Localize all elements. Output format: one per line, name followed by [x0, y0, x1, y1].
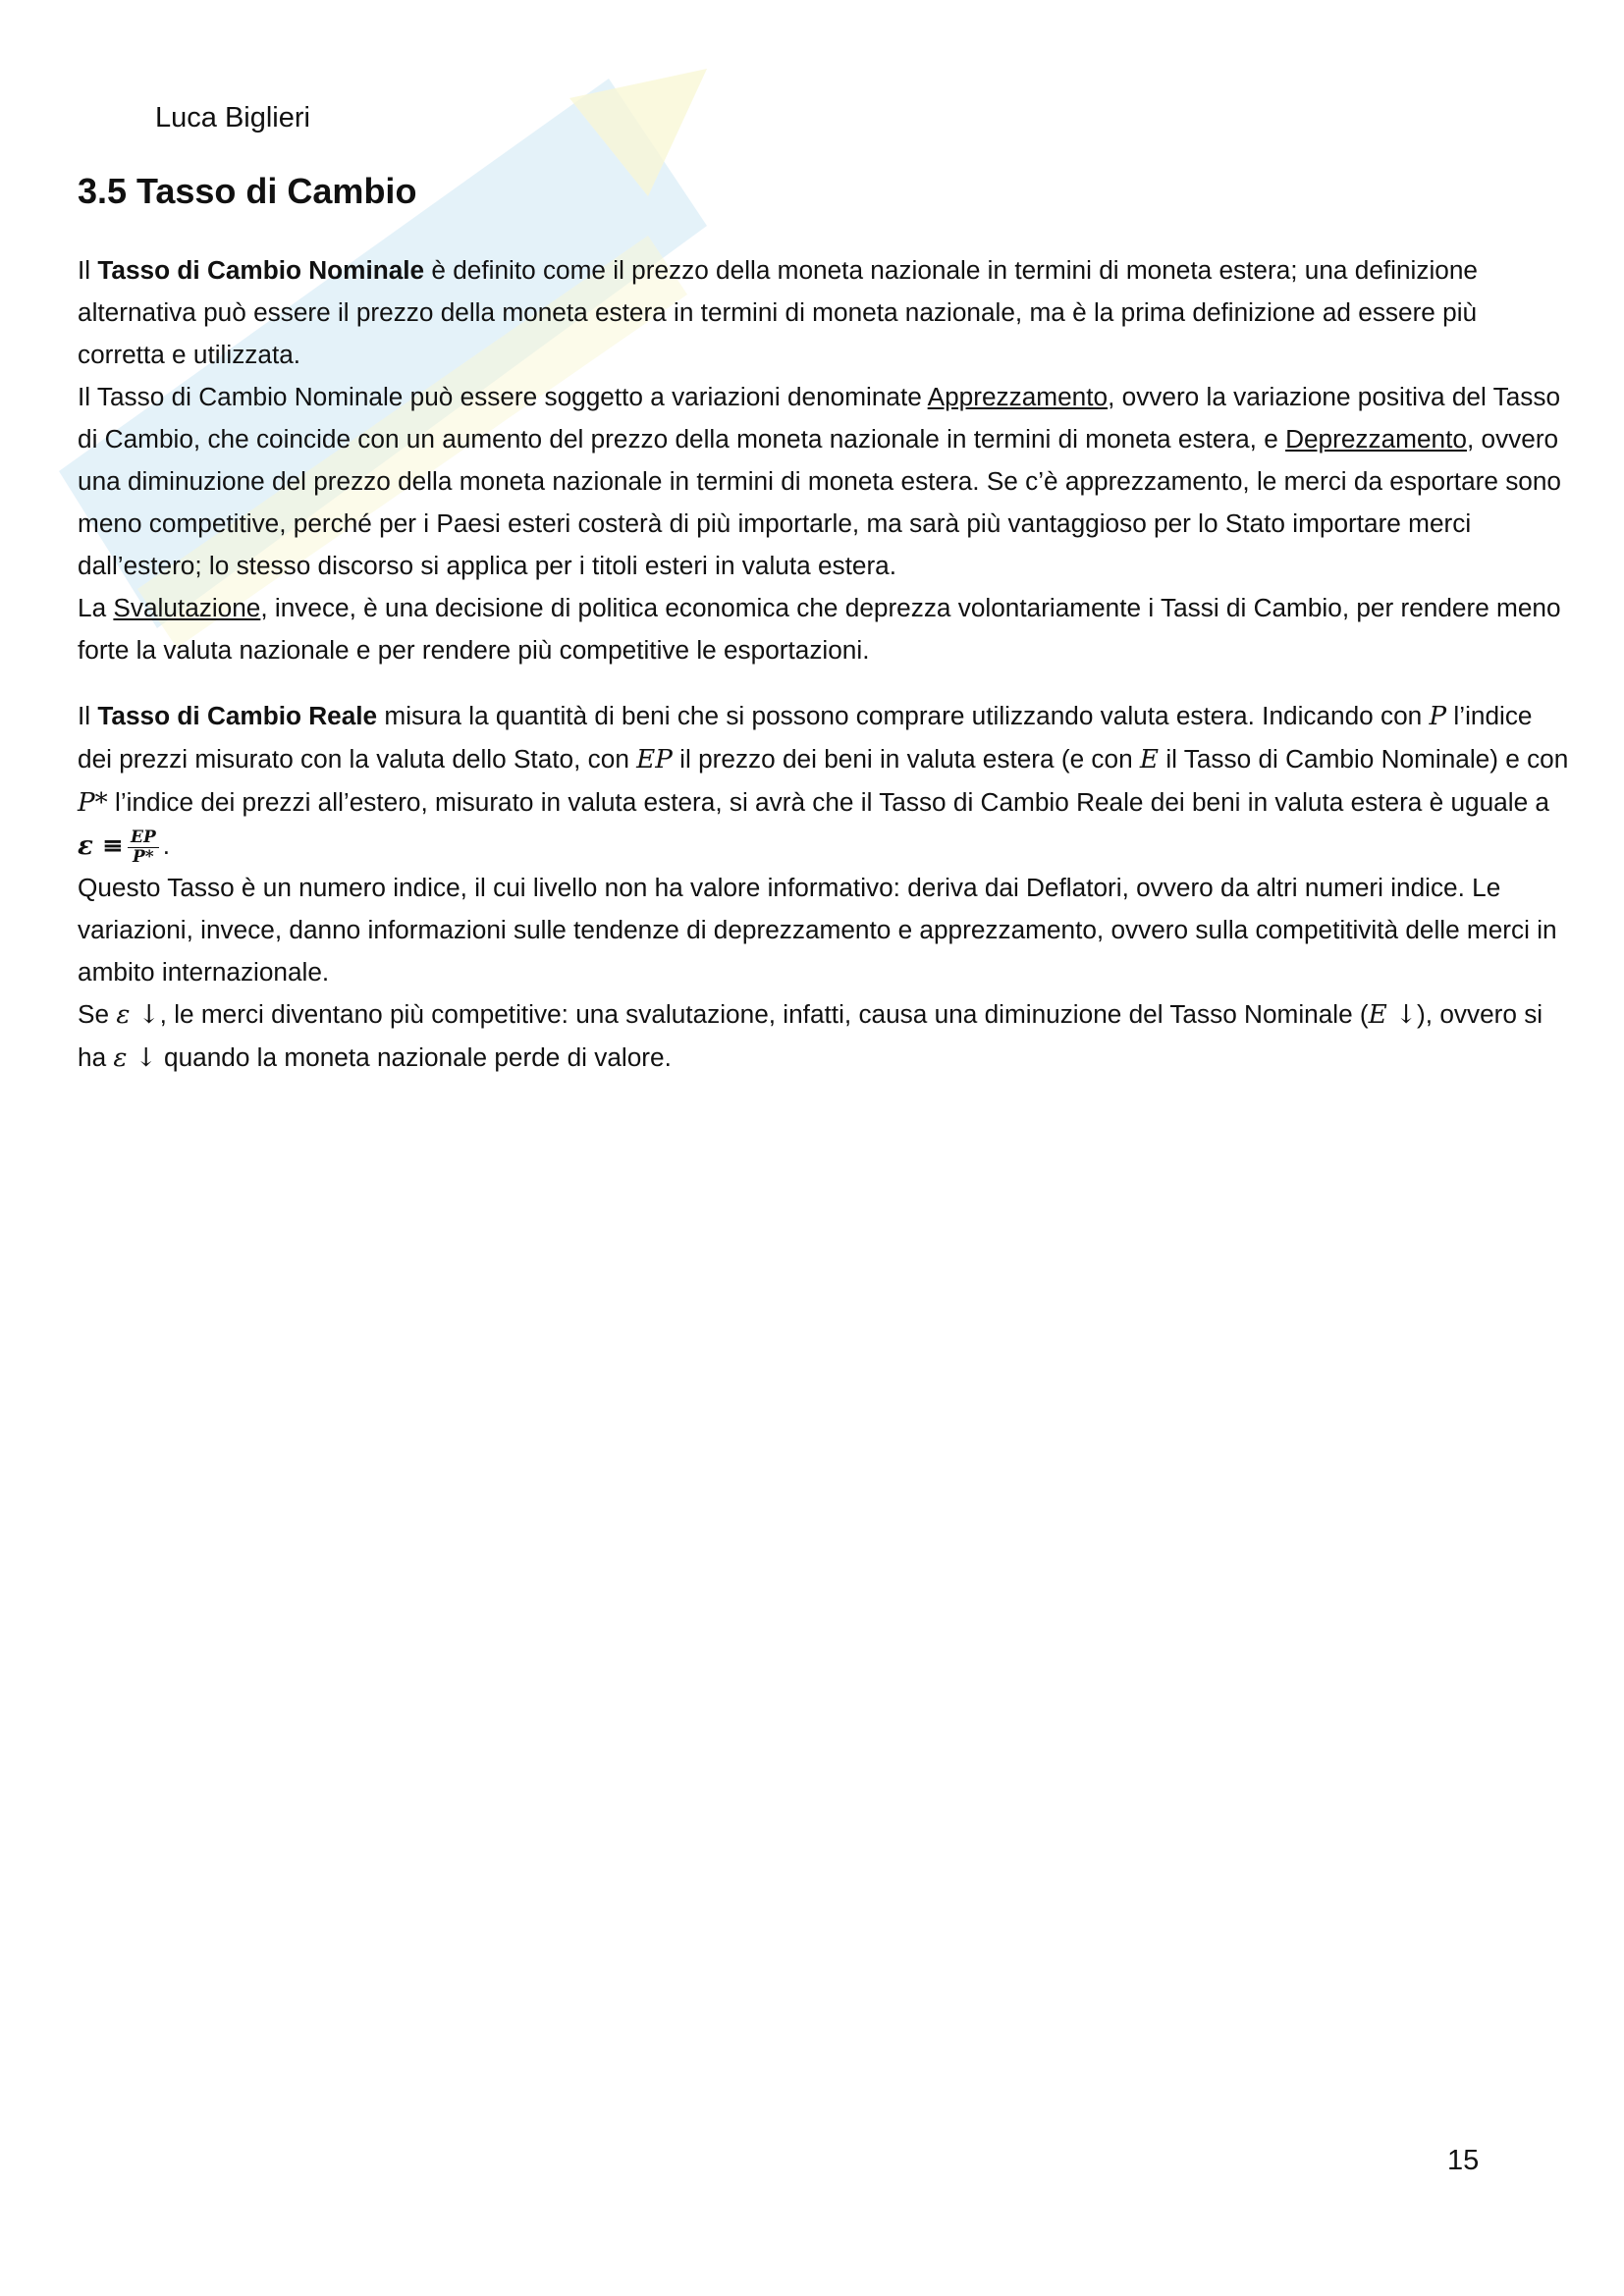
paragraph-index-number: Questo Tasso è un numero indice, il cui livello non ha valore informativo: deriva dai Deflatori, ovvero da altri numeri indice. Le variazioni, invece, danno informazioni sulle tendenze di deprezzamento e apprezzamento, ovvero sulla competitività delle merci in ambito internazionale. — [78, 873, 1557, 987]
formula-fraction — [128, 828, 159, 867]
paragraph-real-exchange-rate: Il Tasso di Cambio Reale misura la quantità di beni che si possono comprare utilizzando valuta estera. Indicando con P l’indice dei prezzi misurato con la valuta dello Stato, con EP il prezzo dei beni in valuta estera (e con E il Tasso di Cambio Nominale) e con P* l’indice dei prezzi all’estero, misurato in valuta estera, si avrà che il Tasso di Cambio Reale dei beni in valuta estera è uguale a ε ≡ $\frac{EP}{P*}$ . — [78, 701, 1569, 867]
page-number: 15 — [1447, 2145, 1480, 2176]
term-nominal-exchange-rate: Tasso di Cambio Nominale — [97, 255, 425, 285]
section-title: 3.5 Tasso di Cambio — [78, 171, 417, 211]
formula-lhs: ε ≡ — [78, 830, 124, 861]
paragraph-competitiveness: Se ε ↓, le merci diventano più competitive: una svalutazione, infatti, causa una diminuzione del Tasso Nominale (E ↓), ovvero si ha ε ↓ quando la moneta nazionale perde di valore. — [78, 999, 1543, 1073]
math-p: P — [1429, 702, 1447, 731]
math-e: E — [1139, 745, 1160, 774]
math-epsilon-down: ε ↓ — [116, 1000, 160, 1030]
running-header-author: Luca Biglieri — [155, 102, 310, 133]
math-p-star: P* — [78, 788, 108, 818]
formula-numerator: EP — [128, 828, 159, 848]
term-devaluation: Svalutazione — [113, 593, 261, 622]
term-depreciation: Deprezzamento — [1285, 424, 1467, 454]
paragraph-devaluation: La Svalutazione, invece, è una decisione di politica economica che deprezza volontariamente i Tassi di Cambio, per rendere meno forte la valuta nazionale e per rendere più competitive le esportazioni. — [78, 593, 1561, 665]
math-epsilon-down-2: ε ↓ — [113, 1043, 157, 1073]
paragraph-nominal-exchange-rate: Il Tasso di Cambio Nominale è definito come il prezzo della moneta nazionale in termini di moneta estera; una definizione alternativa può essere il prezzo della moneta estera in termini di moneta nazionale, ma è la prima definizione ad essere più corretta e utilizzata. — [78, 255, 1478, 369]
term-real-exchange-rate: Tasso di Cambio Reale — [97, 701, 378, 730]
math-ep: EP — [636, 745, 673, 774]
paragraph-appreciation-depreciation: Il Tasso di Cambio Nominale può essere soggetto a variazioni denominate Apprezzamento, ovvero la variazione positiva del Tasso di Cambio, che coincide con un aumento del prezzo della moneta nazionale in termini di moneta estera, e Deprezzamento, ovvero una diminuzione del prezzo della moneta nazionale in termini di moneta estera. Se c’è apprezzamento, le merci da esportare sono meno competitive, perché per i Paesi esteri costerà di più importarle, ma sarà più vantaggioso per lo Stato importare merci dall’estero; lo stesso discorso si applica per i titoli esteri in valuta estera. — [78, 382, 1561, 580]
main-content — [78, 167, 1570, 1080]
formula-denominator: P* — [133, 846, 154, 867]
term-appreciation: Apprezzamento — [927, 382, 1109, 411]
math-e-down: E ↓ — [1368, 1000, 1418, 1030]
